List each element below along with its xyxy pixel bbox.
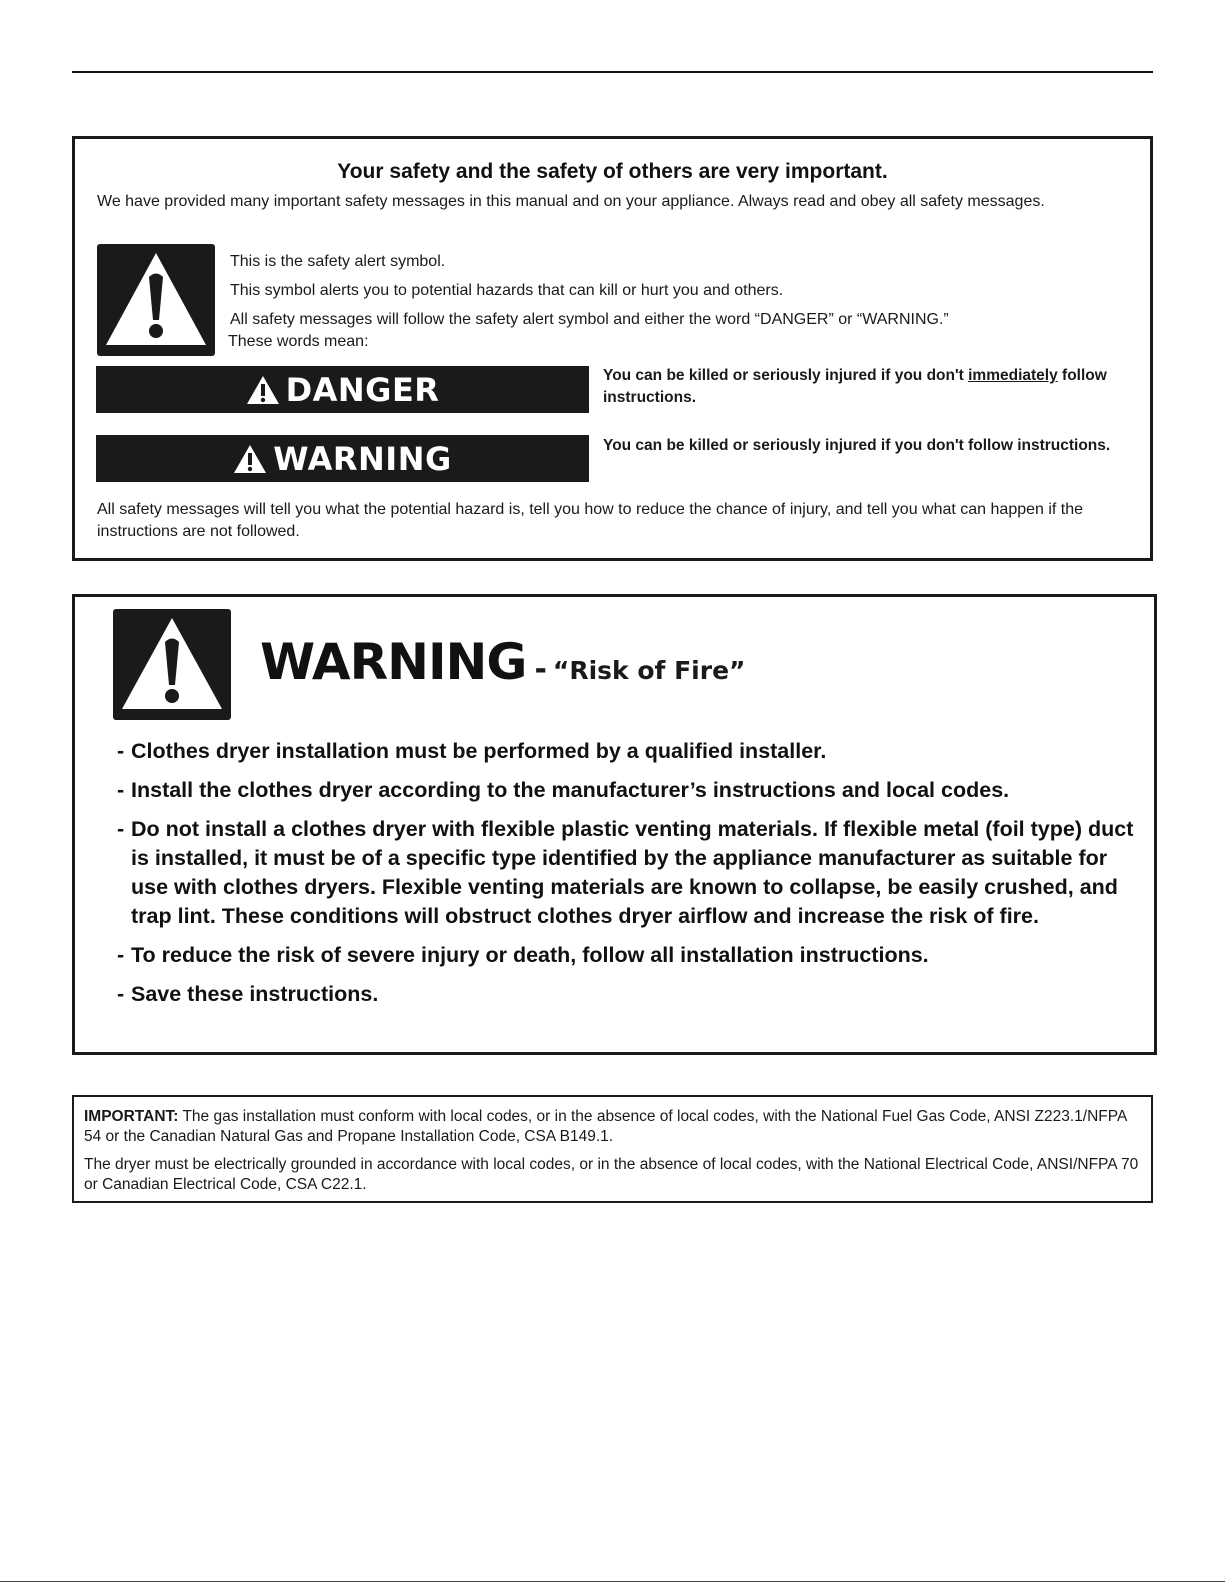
alert-line: This is the safety alert symbol. (230, 253, 446, 270)
warning-description: You can be killed or seriously injured if you don't follow instructions. (603, 437, 1111, 454)
list-item-text: Install the clothes dryer according to the manufacturer’s instructions and local codes. (131, 778, 1010, 802)
warning-signal-bar (96, 435, 589, 482)
alert-line: All safety messages will follow the safety alert symbol and either the word “DANGER” or “WARNING.” (230, 311, 949, 328)
important-box (72, 1095, 1153, 1203)
heading-dash: - (534, 652, 547, 687)
list-item-text: To reduce the risk of severe injury or death, follow all installation instructions. (131, 943, 929, 967)
safety-footer: All safety messages will tell you what the potential hazard is, tell you how to reduce the chance of injury, and tell you what can happen if the instructions are not followed. (97, 501, 1084, 540)
fire-warning-subtitle: “Risk of Fire” (552, 656, 746, 685)
important-gas-text: The gas installation must conform with local codes, or in the absence of local codes, with the National Fuel Gas Code, ANSI Z223.1/NFPA 54 or the Canadian Natural Gas and Propane Installation Code, CSA B149.1. (84, 1108, 1127, 1145)
danger-desc-text-end: follow instructions. (603, 367, 1107, 406)
fire-warning-word: WARNING (260, 633, 527, 691)
warning-triangle-icon (97, 244, 215, 356)
list-item (117, 815, 1147, 931)
list-item-text: Clothes dryer installation must be performed by a qualified installer. (131, 739, 827, 763)
danger-signal-bar (96, 366, 589, 413)
safety-intro-box (72, 136, 1153, 561)
list-item-text: Save these instructions. (131, 982, 379, 1006)
list-item (117, 941, 1147, 970)
important-label: IMPORTANT: (84, 1108, 179, 1125)
danger-desc-emphasis: immediately (968, 367, 1058, 384)
danger-description (603, 365, 1128, 409)
alert-line: These words mean: (228, 333, 369, 350)
danger-desc-text: You can be killed or seriously injured if you don't (603, 367, 969, 384)
top-rule (72, 71, 1153, 73)
bullet-dash: - (117, 982, 125, 1006)
fire-warning-heading (260, 633, 745, 691)
safety-intro: We have provided many important safety messages in this manual and on your appliance. Always read and obey all safety messages. (97, 193, 1045, 210)
fire-warning-box (72, 594, 1157, 1055)
fire-warning-list (117, 737, 1147, 1019)
alert-line: This symbol alerts you to potential hazards that can kill or hurt you and others. (230, 282, 784, 299)
bullet-dash: - (117, 943, 125, 967)
bullet-dash: - (117, 739, 125, 763)
warning-triangle-icon (233, 444, 267, 474)
list-item-text: Do not install a clothes dryer with flexible plastic venting materials. If flexible metal (foil type) duct is installed, it must be of a specific type identified by the appliance manufacturer as suitable for use with clothes dryers. Flexible venting materials are known to collapse, be easily crushed, and trap lint. These conditions will obstruct clothes dryer airflow and increase the risk of fire. (131, 817, 1134, 928)
list-item (117, 737, 1147, 766)
bottom-rule (0, 1581, 1225, 1582)
list-item (117, 776, 1147, 805)
bullet-dash: - (117, 817, 125, 841)
warning-triangle-icon (246, 375, 280, 405)
safety-title: Your safety and the safety of others are very important. (337, 160, 888, 183)
important-electrical-note: The dryer must be electrically grounded in accordance with local codes, or in the absence of local codes, with the National Electrical Code, ANSI/NFPA 70 or Canadian Electrical Code, CSA C22.1. (84, 1156, 1139, 1193)
important-gas-note (84, 1107, 1139, 1147)
bullet-dash: - (117, 778, 125, 802)
danger-label: DANGER (285, 370, 440, 409)
warning-label: WARNING (273, 439, 452, 478)
warning-triangle-icon (113, 609, 231, 720)
list-item (117, 980, 1147, 1009)
